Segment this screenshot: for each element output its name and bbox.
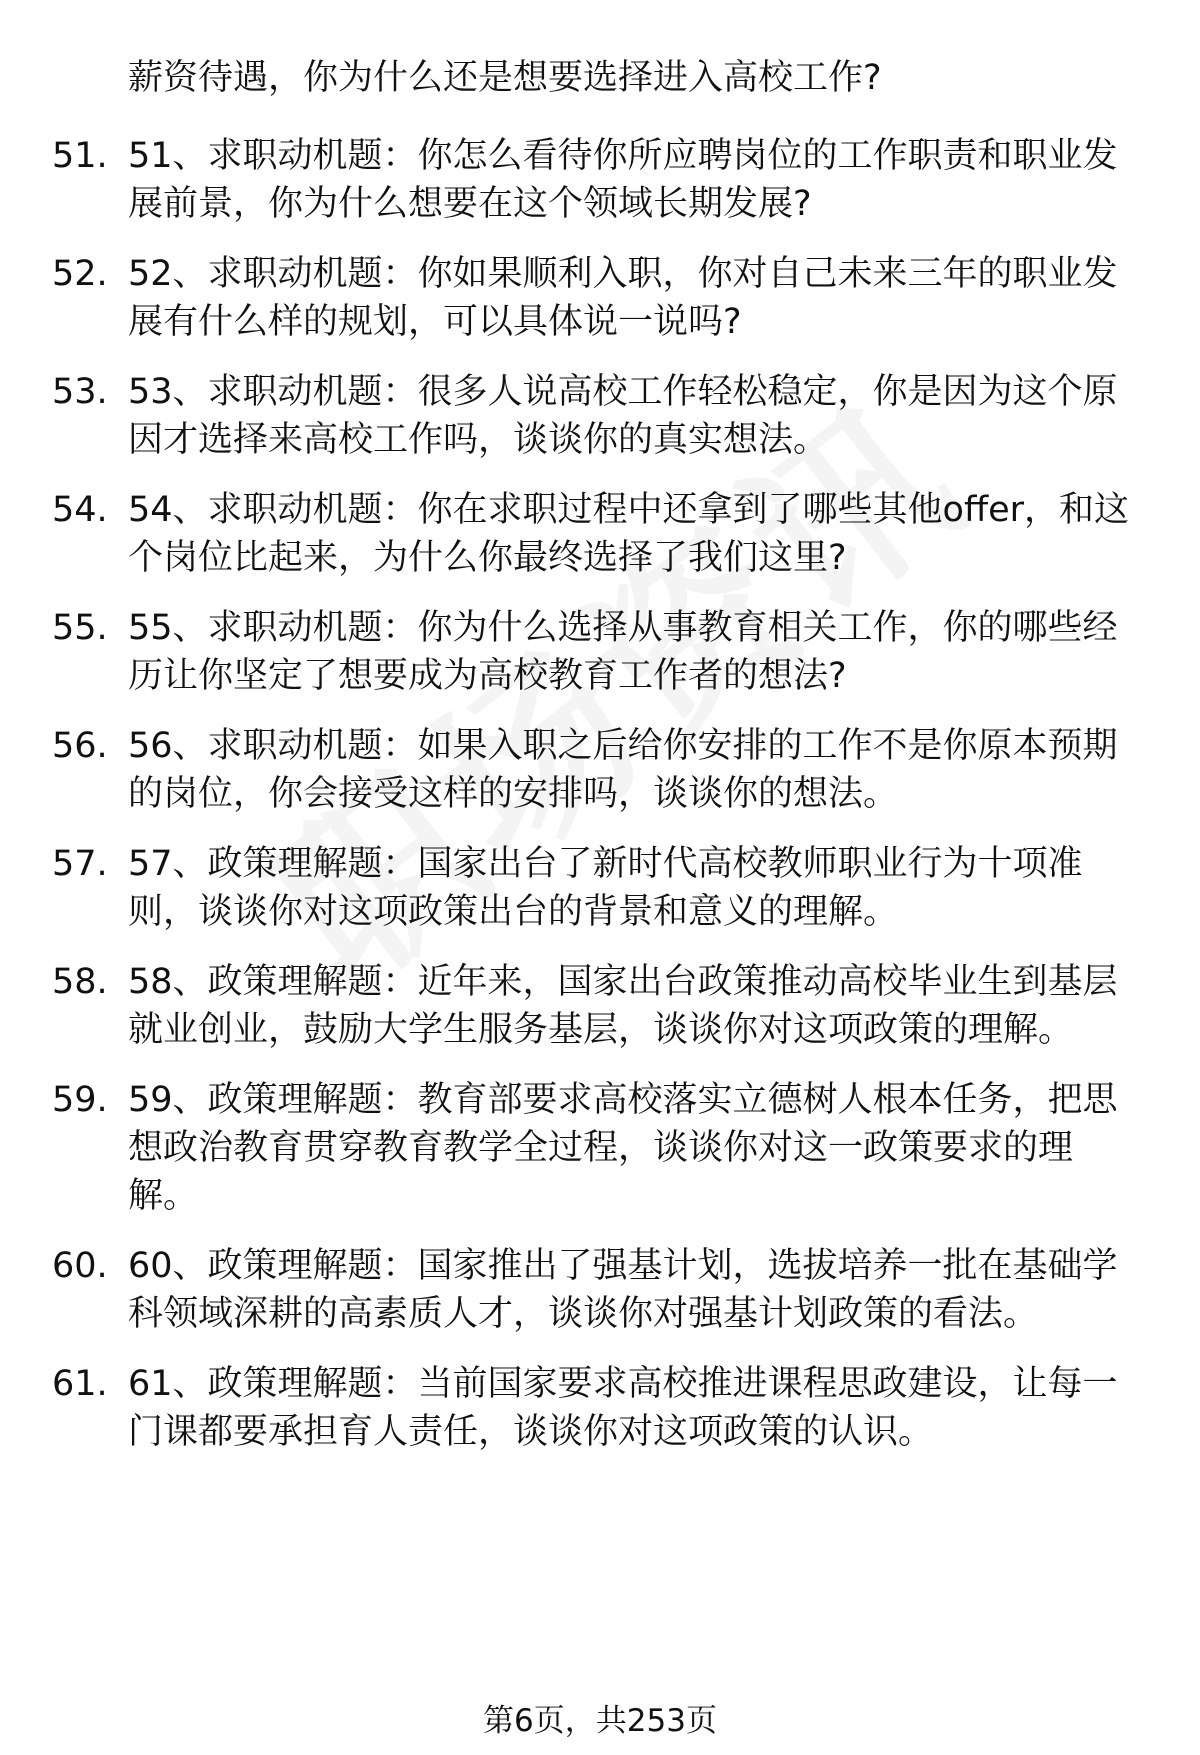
- item-number: 55.: [52, 608, 108, 648]
- item-number: 53.: [52, 372, 108, 412]
- item-line: 59、政策理解题：教育部要求高校落实立德树人根本任务，把思: [128, 1080, 1118, 1120]
- item-text: [128, 604, 1158, 700]
- item-number: 61.: [52, 1364, 108, 1404]
- item-line: 因才选择来高校工作吗，谈谈你的真实想法。: [128, 420, 829, 460]
- item-text: [128, 132, 1158, 228]
- item-line: 55、求职动机题：你为什么选择从事教育相关工作，你的哪些经: [128, 608, 1118, 648]
- item-line: 科领域深耕的高素质人才，谈谈你对强基计划政策的看法。: [128, 1294, 1039, 1334]
- continuation-line: 薪资待遇，你为什么还是想要选择进入高校工作?: [128, 58, 882, 98]
- item-number: 54.: [52, 490, 108, 530]
- item-number: 58.: [52, 962, 108, 1002]
- item-text: [128, 368, 1158, 464]
- item-line: 展有什么样的规划，可以具体说一说吗?: [128, 302, 742, 342]
- item-text: [128, 250, 1158, 346]
- item-number: 57.: [52, 844, 108, 884]
- item-line: 展前景，你为什么想要在这个领域长期发展?: [128, 184, 812, 224]
- item-line: 历让你坚定了想要成为高校教育工作者的想法?: [128, 656, 847, 696]
- item-line: 的岗位，你会接受这样的安排吗，谈谈你的想法。: [128, 774, 899, 814]
- item-text: [128, 1076, 1158, 1220]
- item-number: 59.: [52, 1080, 108, 1120]
- item-number: 51.: [52, 136, 108, 176]
- item-text: [128, 722, 1158, 818]
- item-line: 60、政策理解题：国家推出了强基计划，选拔培养一批在基础学: [128, 1246, 1118, 1286]
- item-number: 60.: [52, 1246, 108, 1286]
- item-line: 53、求职动机题：很多人说高校工作轻松稳定，你是因为这个原: [128, 372, 1118, 412]
- item-line: 则，谈谈你对这项政策出台的背景和意义的理解。: [128, 892, 899, 932]
- item-line: 门课都要承担育人责任，谈谈你对这项政策的认识。: [128, 1412, 934, 1452]
- item-text: [128, 1360, 1158, 1456]
- item-line: 就业创业，鼓励大学生服务基层，谈谈你对这项政策的理解。: [128, 1010, 1074, 1050]
- item-line: 52、求职动机题：你如果顺利入职，你对自己未来三年的职业发: [128, 254, 1118, 294]
- item-number: 52.: [52, 254, 108, 294]
- item-text: [128, 958, 1158, 1054]
- item-number: 56.: [52, 726, 108, 766]
- item-line: 58、政策理解题：近年来，国家出台政策推动高校毕业生到基层: [128, 962, 1118, 1002]
- item-line: 57、政策理解题：国家出台了新时代高校教师职业行为十项准: [128, 844, 1083, 884]
- item-text: [128, 486, 1158, 582]
- item-line: 56、求职动机题：如果入职之后给你安排的工作不是你原本预期: [128, 726, 1118, 766]
- item-text: [128, 840, 1158, 936]
- item-line: 61、政策理解题：当前国家要求高校推进课程思政建设，让每一: [128, 1364, 1118, 1404]
- item-line: 51、求职动机题：你怎么看待你所应聘岗位的工作职责和职业发: [128, 136, 1118, 176]
- item-text: [128, 1242, 1158, 1338]
- item-line: 54、求职动机题：你在求职过程中还拿到了哪些其他offer，和这: [128, 490, 1129, 530]
- item-line: 个岗位比起来，为什么你最终选择了我们这里?: [128, 538, 847, 578]
- item-line: 想政治教育贯穿教育教学全过程，谈谈你对这一政策要求的理: [128, 1128, 1074, 1168]
- item-line: 解。: [128, 1176, 199, 1216]
- page-footer: 第6页，共253页: [483, 1703, 717, 1739]
